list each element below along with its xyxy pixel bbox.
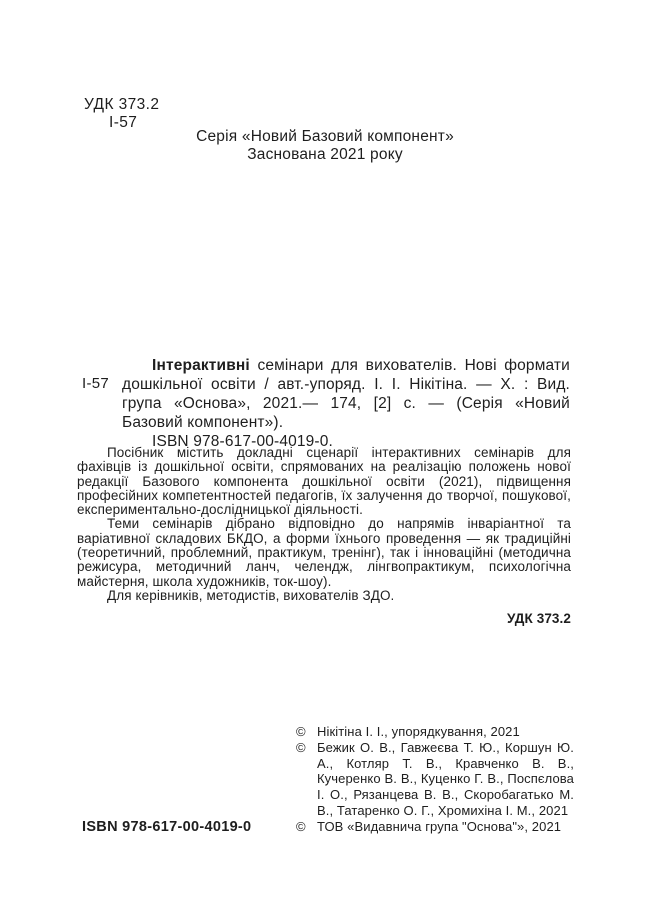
copyright-icon: ©	[296, 724, 306, 739]
copyright-icon: ©	[296, 818, 306, 834]
copyright-icon: ©	[296, 739, 306, 755]
series-founded: Заснована 2021 року	[247, 145, 403, 163]
copyright-text: Нікітіна І. І., упорядкування, 2021	[317, 724, 520, 739]
copyright-text: ТОВ «Видавнича група "Основа"», 2021	[317, 818, 562, 834]
udc-number: УДК 373.2	[84, 96, 160, 113]
copyright-entry	[296, 740, 574, 819]
isbn-footer: ISBN 978-617-00-4019-0	[82, 819, 252, 835]
udc-block	[84, 96, 159, 132]
bibliographic-entry	[82, 356, 572, 451]
bib-isbn: ISBN 978-617-00-4019-0.	[152, 433, 333, 450]
annotation-block	[77, 446, 571, 627]
series-block	[0, 128, 650, 163]
copyright-entry	[296, 819, 574, 835]
annotation-paragraph-1: Посібник містить докладні сценарії інтерактивних семінарів для фахівців із дошкільної освіти, спрямованих на реалізацію положень нової редакції Базового компонента дошкільної освіти (2021), підвищення професійних компетентностей педагогів, їх залучення до творчої, пошукової, експериментально-дослідницької діяльності.	[77, 445, 571, 518]
bib-title-lead: Інтерактивні	[152, 357, 250, 374]
series-title: Серія «Новий Базовий компонент»	[196, 128, 454, 145]
copyright-block	[296, 724, 574, 835]
bib-description	[122, 356, 570, 432]
copyright-entry	[296, 724, 574, 740]
annotation-paragraph-2: Теми семінарів дібрано відповідно до напрямів інваріантної та варіативної складових БКДО, а форми їхнього проведення — як традиційні (теоретичний, проблемний, практикум, тренінг), так і інноваційні (методична режисура, методичний ланч, челендж, лінгвопрактикум, психологічна майстерня, школа художників, ток-шоу).	[77, 516, 571, 589]
author-sign: І-57	[109, 114, 138, 131]
copyright-text: Бежик О. В., Гавжеєва Т. Ю., Коршун Ю. А., Котляр Т. В., Кравченко В. В., Кучеренко В. В., Куценко Г. В., Поспєлова І. О., Рязанцева В. В., Скоробагатько М. В., Татаренко О. Г., Хромихіна І. М., 2021	[317, 739, 574, 818]
bib-description-rest: семінари для вихователів. Нові формати дошкільної освіти / авт.-упоряд. І. І. Нікітіна. — Х. : Вид. група «Основа», 2021.— 174, [2] с. — (Серія «Новий Базовий компонент»).	[122, 357, 570, 431]
udc-reference: УДК 373.2	[506, 611, 571, 627]
bib-author-sign: І-57	[82, 375, 110, 392]
annotation-audience: Для керівників, методистів, вихователів ЗДО.	[107, 587, 395, 603]
